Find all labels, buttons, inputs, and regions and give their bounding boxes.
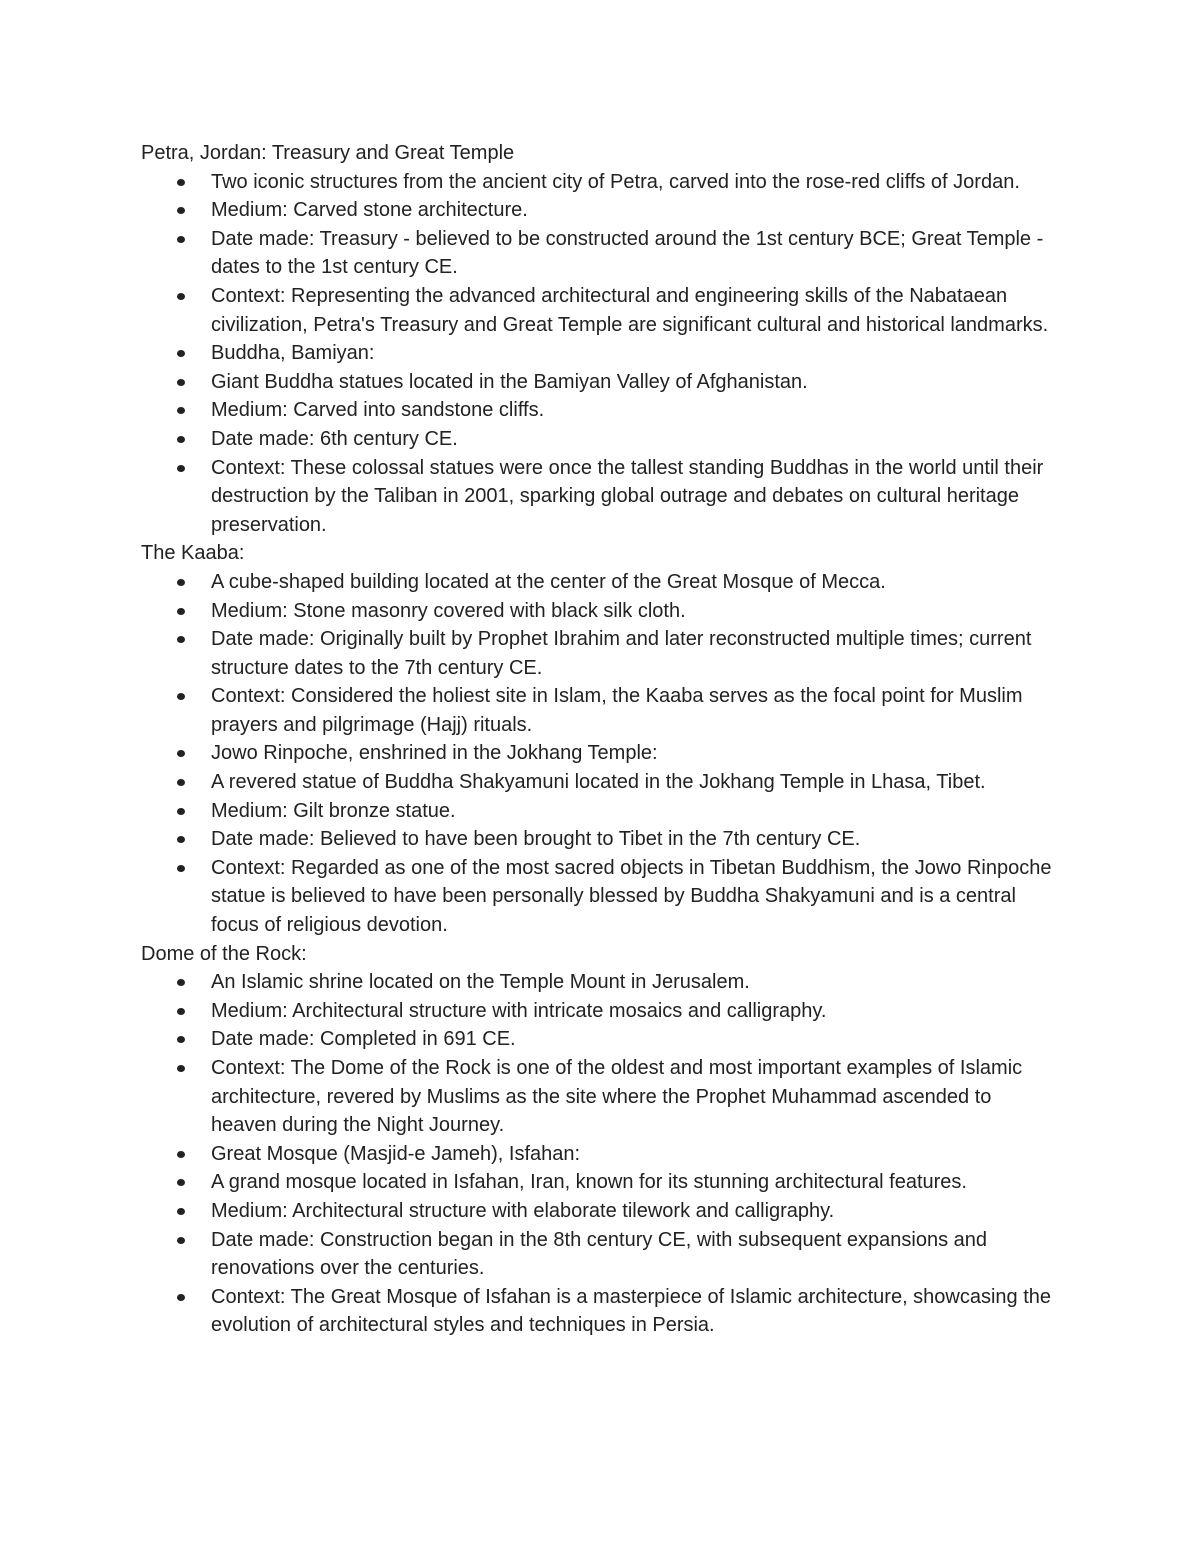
bullet-icon: [177, 750, 185, 757]
list-item-text: An Islamic shrine located on the Temple Mount in Jerusalem.: [211, 971, 750, 994]
bullet-icon: [177, 465, 185, 472]
bullet-icon: [177, 407, 185, 414]
bullet-icon: [177, 379, 185, 386]
bullet-icon: [177, 207, 185, 214]
list-item-text: Date made: 6th century CE.: [211, 427, 458, 450]
bullet-list: [141, 568, 1061, 940]
list-item-text: Medium: Architectural structure with elaborate tilework and calligraphy.: [211, 1199, 835, 1222]
list-item-text: Context: The Dome of the Rock is one of the oldest and most important examples of Islamic architecture, revered by Muslims as the site where the Prophet Muhammad ascended to heaven during the Night Journey.: [211, 1057, 1023, 1137]
bullet-icon: [177, 836, 185, 843]
list-item: [211, 797, 1061, 826]
list-item-text: A cube-shaped building located at the center of the Great Mosque of Mecca.: [211, 570, 886, 593]
list-item: [211, 196, 1061, 225]
bullet-icon: [177, 236, 185, 243]
document-section: [141, 139, 1061, 539]
bullet-icon: [177, 350, 185, 357]
bullet-icon: [177, 1065, 185, 1072]
bullet-list: [141, 968, 1061, 1340]
list-item: [211, 1025, 1061, 1054]
bullet-icon: [177, 979, 185, 986]
list-item-text: Giant Buddha statues located in the Bamiyan Valley of Afghanistan.: [211, 370, 808, 393]
list-item: [211, 368, 1061, 397]
bullet-icon: [177, 636, 185, 643]
list-item-text: Date made: Construction began in the 8th century CE, with subsequent expansions and renovations over the centuries.: [211, 1228, 988, 1280]
bullet-icon: [177, 608, 185, 615]
list-item: [211, 1054, 1061, 1140]
list-item-text: Context: These colossal statues were once the tallest standing Buddhas in the world until their destruction by the Taliban in 2001, sparking global outrage and debates on cultural heritage preservation.: [211, 456, 1044, 536]
bullet-list: [141, 168, 1061, 540]
bullet-icon: [177, 1237, 185, 1244]
bullet-icon: [177, 808, 185, 815]
list-item-text: A grand mosque located in Isfahan, Iran, known for its stunning architectural features.: [211, 1171, 967, 1194]
bullet-icon: [177, 179, 185, 186]
section-heading: Petra, Jordan: Treasury and Great Temple: [141, 142, 515, 164]
list-item: [211, 396, 1061, 425]
list-item-text: Date made: Treasury - believed to be constructed around the 1st century BCE; Great Temple - dates to the 1st century CE.: [211, 227, 1044, 279]
list-item-text: Jowo Rinpoche, enshrined in the Jokhang Temple:: [211, 742, 658, 765]
list-item: [211, 682, 1061, 739]
list-item-text: Context: Considered the holiest site in Islam, the Kaaba serves as the focal point for Muslim prayers and pilgrimage (Hajj) rituals.: [211, 685, 1023, 736]
list-item: [211, 597, 1061, 626]
list-item: [211, 997, 1061, 1026]
section-heading: The Kaaba:: [141, 542, 245, 565]
list-item: [211, 454, 1061, 540]
bullet-icon: [177, 693, 185, 700]
section-heading: Dome of the Rock:: [141, 942, 307, 965]
list-item-text: Context: Regarded as one of the most sacred objects in Tibetan Buddhism, the Jowo Rinpoche statue is believed to have been personally blessed by Buddha Shakyamuni and is a central focus of religious devotion.: [211, 856, 1052, 937]
document-section: [141, 539, 1061, 939]
bullet-icon: [177, 293, 185, 300]
list-item-text: Date made: Completed in 691 CE.: [211, 1028, 516, 1051]
list-item: [211, 625, 1061, 682]
list-item-text: A revered statue of Buddha Shakyamuni located in the Jokhang Temple in Lhasa, Tibet.: [211, 771, 986, 794]
list-item-text: Context: The Great Mosque of Isfahan is a masterpiece of Islamic architecture, showcasing the evolution of architectural styles and techniques in Persia.: [211, 1285, 1052, 1337]
list-item: [211, 1226, 1061, 1283]
list-item: [211, 1168, 1061, 1197]
bullet-icon: [177, 779, 185, 786]
list-item: [211, 968, 1061, 997]
document-section: [141, 940, 1061, 1340]
list-item: [211, 425, 1061, 454]
list-item-text: Two iconic structures from the ancient city of Petra, carved into the rose-red cliffs of Jordan.: [211, 170, 1020, 193]
bullet-icon: [177, 436, 185, 443]
list-item-text: Context: Representing the advanced architectural and engineering skills of the Nabataean civilization, Petra's Treasury and Great Temple are significant cultural and historical landmarks.: [211, 284, 1049, 336]
list-item-text: Medium: Carved into sandstone cliffs.: [211, 399, 545, 422]
list-item: [211, 282, 1061, 339]
list-item-text: Medium: Gilt bronze statue.: [211, 799, 456, 822]
bullet-icon: [177, 1294, 185, 1301]
list-item-text: Buddha, Bamiyan:: [211, 342, 375, 365]
list-item: [211, 568, 1061, 597]
document-body: [141, 139, 1061, 1340]
list-item: [211, 854, 1061, 940]
list-item-text: Medium: Architectural structure with intricate mosaics and calligraphy.: [211, 999, 827, 1022]
list-item: [211, 168, 1061, 197]
list-item: [211, 825, 1061, 854]
bullet-icon: [177, 1036, 185, 1043]
list-item: [211, 768, 1061, 797]
bullet-icon: [177, 1208, 185, 1215]
list-item: [211, 1283, 1061, 1340]
list-item-text: Medium: Stone masonry covered with black silk cloth.: [211, 599, 686, 622]
bullet-icon: [177, 1151, 185, 1158]
list-item-text: Medium: Carved stone architecture.: [211, 199, 528, 222]
list-item: [211, 339, 1061, 368]
bullet-icon: [177, 579, 185, 586]
list-item: [211, 225, 1061, 282]
list-item-text: Date made: Originally built by Prophet Ibrahim and later reconstructed multiple times; current structure dates to the 7th century CE.: [211, 628, 1032, 679]
bullet-icon: [177, 1179, 185, 1186]
list-item-text: Great Mosque (Masjid-e Jameh), Isfahan:: [211, 1142, 581, 1165]
list-item-text: Date made: Believed to have been brought to Tibet in the 7th century CE.: [211, 828, 861, 851]
bullet-icon: [177, 865, 185, 872]
list-item: [211, 1140, 1061, 1169]
list-item: [211, 739, 1061, 768]
bullet-icon: [177, 1008, 185, 1015]
list-item: [211, 1197, 1061, 1226]
